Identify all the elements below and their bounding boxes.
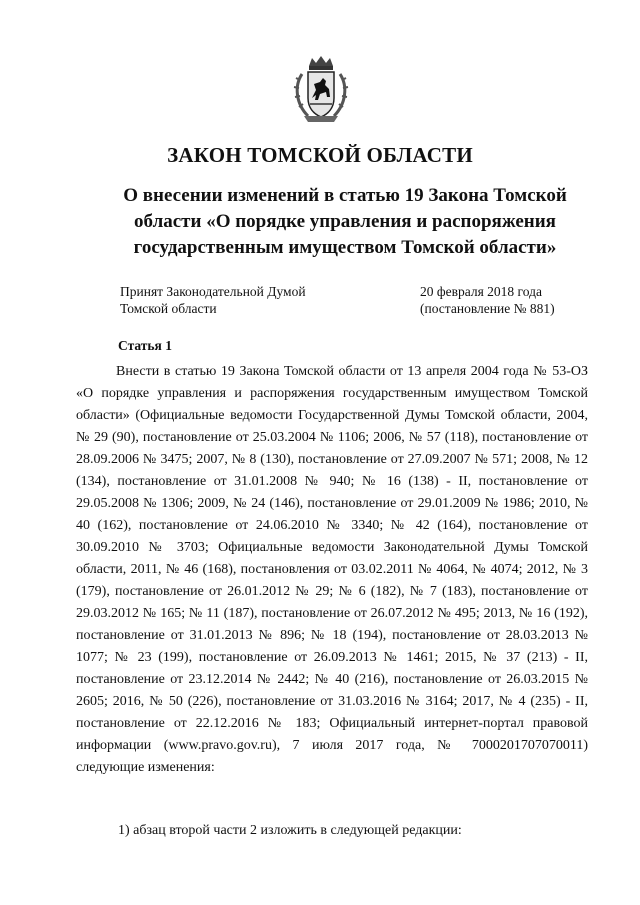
article-body: [76, 361, 588, 779]
law-title: ЗАКОН ТОМСКОЙ ОБЛАСТИ: [167, 143, 473, 167]
law-subtitle-line: области «О порядке управления и распоряжения: [134, 211, 556, 232]
adopted-by-line: Томской области: [120, 301, 217, 316]
adoption-resolution-line: (постановление № 881): [420, 301, 555, 316]
article-paragraph: Внести в статью 19 Закона Томской области от 13 апреля 2004 года № 53-ОЗ «О порядке управления и распоряжения государственным имуществом Томской области» (Официальные ведомости Государственной Думы Томской области, 2004, № 29 (90), постановление от 25.03.2004 № 1106; 2006, № 57 (118), постановление от 28.09.2006 № 3475; 2007, № 8 (130), постановление от 27.09.2007 № 571; 2008, № 12 (134), постановление от 31.01.2008 № 940; № 16 (138) - II, постановление от 29.05.2008 № 1306; 2009, № 24 (146), постановление от 29.01.2009 № 1986; 2010, № 40 (162), постановление от 24.06.2010 № 3340; № 42 (164), постановление от 30.09.2010 № 3703; Официальные ведомости Законодательной Думы Томской области, 2011, № 46 (168), постановления от 03.02.2011 № 4064, № 4074; 2012, № 3 (179), постановление от 26.01.2012 № 29; № 6 (182), № 7 (183), постановление от 29.03.2012 № 165; № 11 (187), постановление от 26.07.2012 № 495; 2013, № 16 (192), постановление от 31.01.2013 № 896; № 18 (194), постановление от 28.03.2013 № 1077; № 23 (199), постановление от 26.09.2013 № 1461; 2015, № 37 (213) - II, постановление от 23.12.2014 № 2442; № 40 (216), постановление от 26.03.2015 № 2605; 2016, № 50 (226), постановление от 31.03.2016 № 3164; 2017, № 4 (235) - II, постановление от 22.12.2016 № 183; Официальный интернет-портал правовой информации (www.pravo.gov.ru), 7 июля 2017 года, № 7000201707070011) следующие изменения:: [76, 364, 588, 775]
adoption-date-line: 20 февраля 2018 года: [420, 284, 542, 299]
coat-of-arms-icon: [290, 54, 352, 124]
article-heading: Статья 1: [118, 338, 172, 353]
law-subtitle: [110, 183, 580, 261]
law-subtitle-line: О внесении изменений в статью 19 Закона Томской: [123, 185, 567, 206]
adoption-date: [420, 283, 580, 317]
adopted-by: [120, 283, 380, 317]
adopted-by-line: Принят Законодательной Думой: [120, 284, 306, 299]
law-subtitle-line: государственным имуществом Томской области»: [133, 237, 557, 258]
amendment-item: 1) абзац второй части 2 изложить в следующей редакции:: [118, 823, 462, 838]
